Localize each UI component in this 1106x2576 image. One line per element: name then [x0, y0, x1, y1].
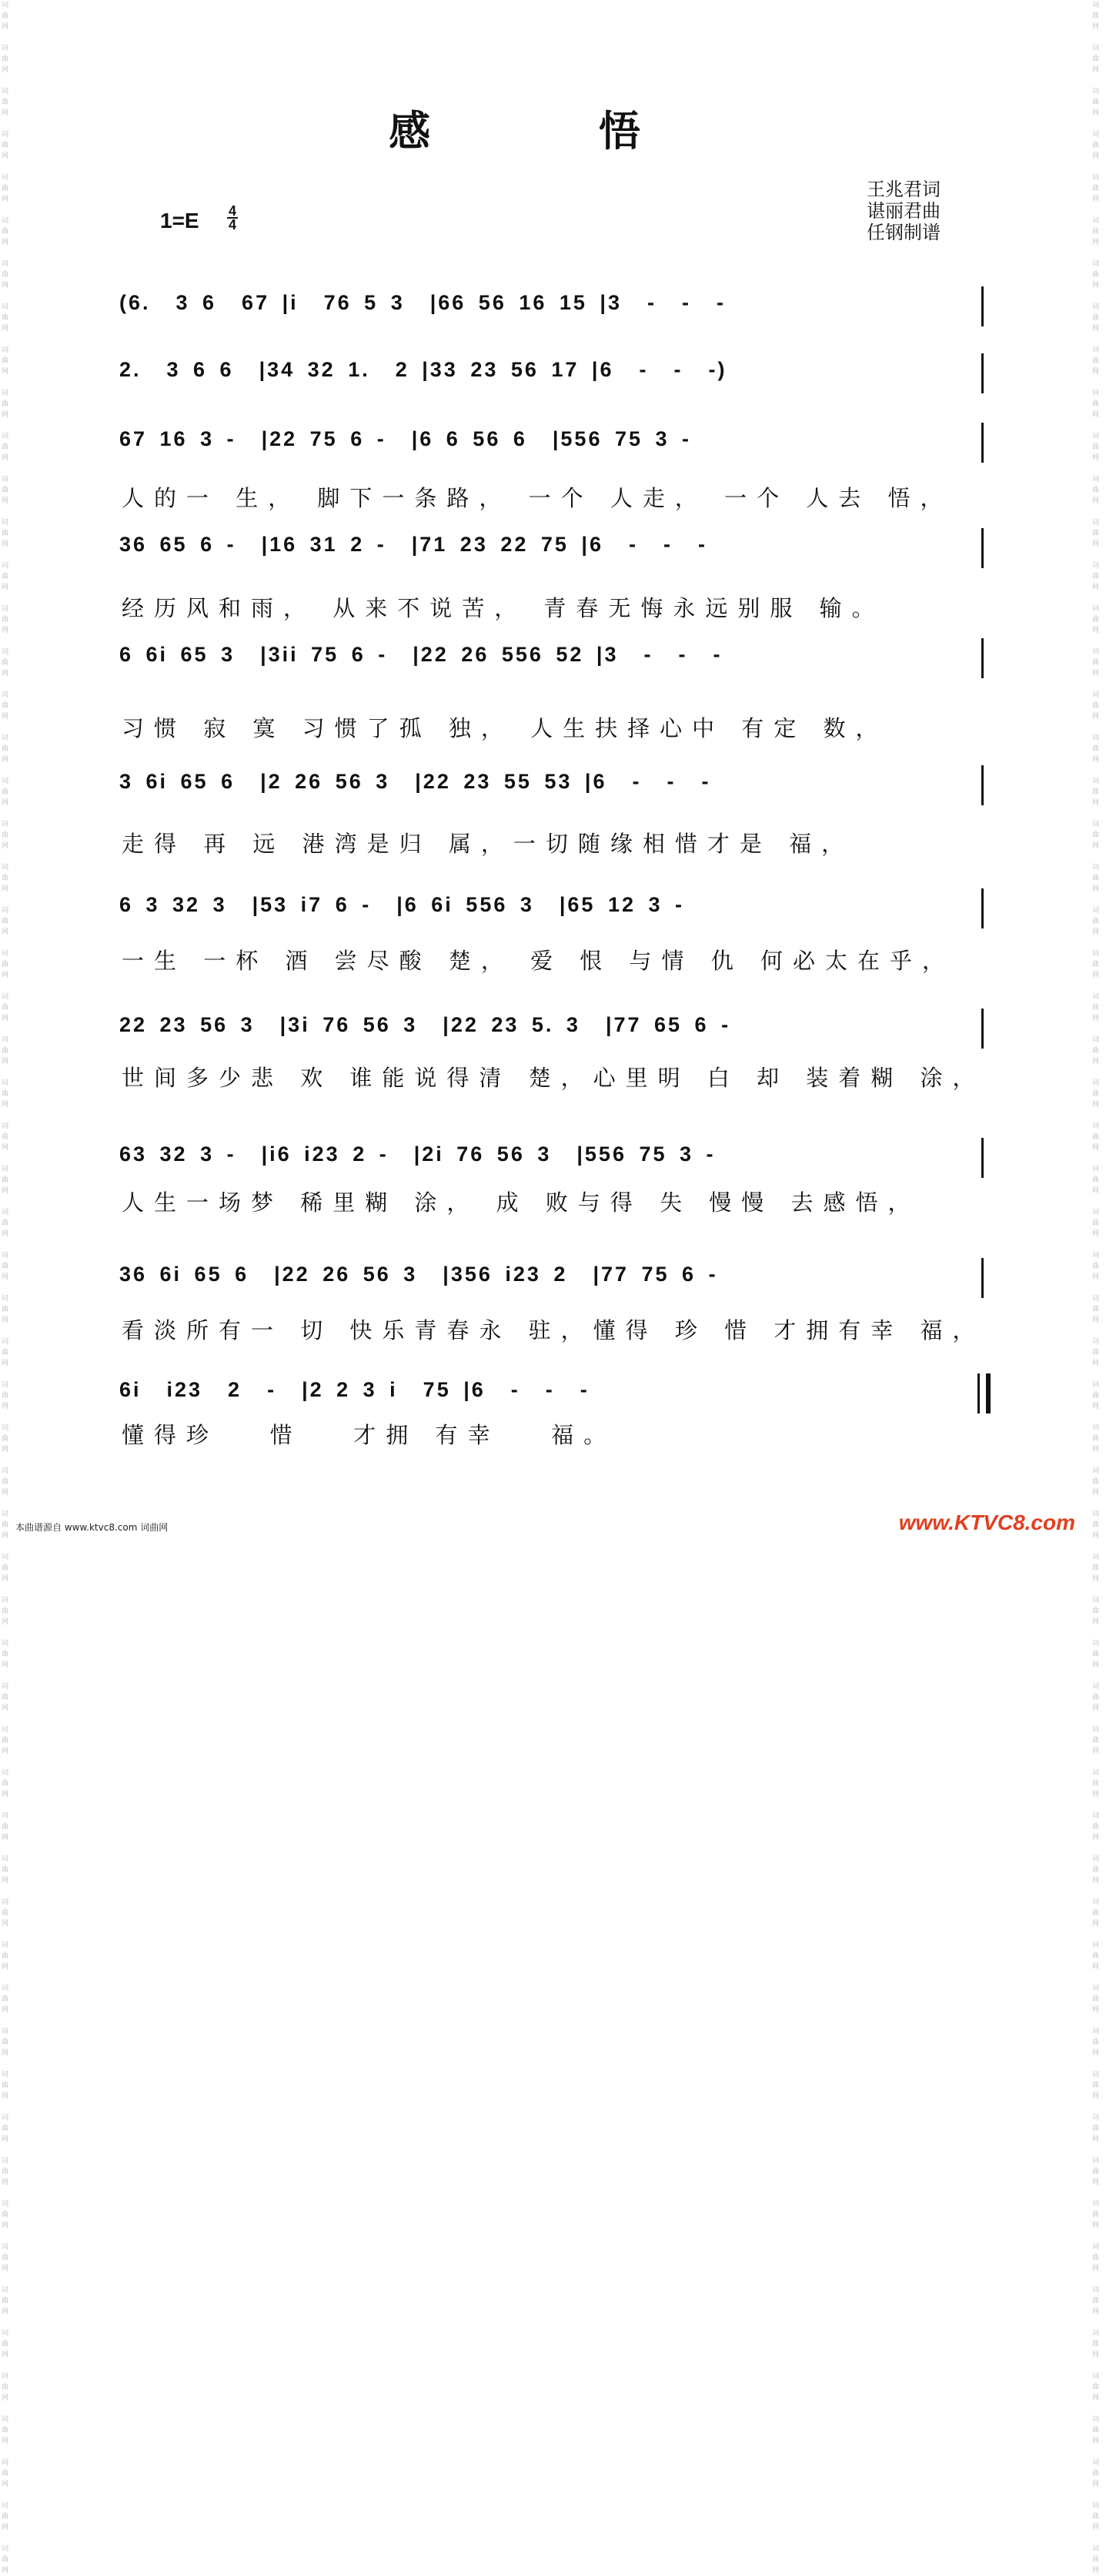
lyric-line: 人生一场梦 稀里糊 涂， 成 败与得 失 慢慢 去感悟， [122, 1189, 921, 1216]
notation-line: 36 65 6 - |16 31 2 - |71 23 22 75 |6 - - - [119, 533, 989, 579]
notation-line: 6 6i 65 3 |3ii 75 6 - |22 26 556 52 |3 - - - [119, 643, 989, 689]
right-watermark: 词 曲 网 词 曲 网 词 曲 网 词 曲 网 词 曲 网 词 曲 网 词 曲 网 词 曲 网 词 曲 网 词 曲 网 词 曲 网 词 曲 网 词 曲 网 词 曲 网 词 曲 网 词 曲 网 词 曲 网 词 曲 网 词 曲 网 词 曲 网 词 曲 网 词 曲 网 词 曲 网 词 曲 网 词 曲 网 词 曲 网 词 曲 网 词 曲 网 词 曲 网 词 曲 网 词 曲 网 词 曲 网 词 曲 网 词 曲 网 词 曲 网 词 曲 网 词 曲 网 词 曲 网 词 曲 网 词 曲 网 词 曲 网 词 曲 网 词 曲 网 词 曲 网 词 曲 网 词 曲 网 词 曲 网 词 曲 网 词 曲 网 词 曲 网 词 曲 网 词 曲 网 词 曲 网 词 曲 网 词 曲 网 词 曲 网 词 曲 网 词 曲 网 词 曲 网 词 曲 网 [1092, 2, 1100, 2574]
barline [981, 1258, 984, 1298]
notation-line: 3 6i 65 6 |2 26 56 3 |22 23 55 53 |6 - - - [119, 770, 989, 816]
key-signature: 1=E [160, 209, 199, 233]
notation-line: 36 6i 65 6 |22 26 56 3 |356 i23 2 |77 75 6 - [119, 1263, 989, 1309]
barline [981, 1009, 984, 1049]
lyric-line: 看淡所有一 切 快乐青春永 驻，懂得 珍 惜 才拥有幸 福， [122, 1317, 985, 1343]
notation-line: 67 16 3 - |22 75 6 - |6 6 56 6 |556 75 3 - [119, 427, 989, 473]
arranger-credit: 任钢制谱 [867, 222, 941, 243]
lyricist-credit: 王兆君词 [867, 179, 941, 200]
barline [981, 286, 984, 326]
footer-source: 本曲谱源自 www.ktvc8.com 词曲网 [15, 1522, 169, 1533]
footer-logo: www.KTVC8.com [898, 1510, 1075, 1534]
credits [867, 179, 941, 243]
barline [981, 528, 984, 568]
barline [981, 888, 984, 928]
lyric-line: 习惯 寂 寞 习惯了孤 独， 人生扶择心中 有定 数， [122, 715, 888, 741]
barline [981, 423, 984, 463]
song-title: 感 悟 [389, 106, 717, 156]
time-signature [225, 205, 240, 231]
meter-top: 4 [228, 203, 236, 219]
composer-credit: 谌丽君曲 [867, 200, 941, 222]
lyric-line: 人的一 生， 脚下一条路， 一个 人走， 一个 人去 悟， [122, 485, 953, 511]
final-barline [977, 1373, 991, 1413]
notation-line: 6i i23 2 - |2 2 3 i 75 |6 - - - [119, 1378, 989, 1424]
lyric-line: 走得 再 远 港湾是归 属，一切随缘相惜才是 福， [122, 831, 854, 857]
left-watermark: 词 曲 网 词 曲 网 词 曲 网 词 曲 网 词 曲 网 词 曲 网 词 曲 网 词 曲 网 词 曲 网 词 曲 网 词 曲 网 词 曲 网 词 曲 网 词 曲 网 词 曲 网 词 曲 网 词 曲 网 词 曲 网 词 曲 网 词 曲 网 词 曲 网 词 曲 网 词 曲 网 词 曲 网 词 曲 网 词 曲 网 词 曲 网 词 曲 网 词 曲 网 词 曲 网 词 曲 网 词 曲 网 词 曲 网 词 曲 网 词 曲 网 词 曲 网 词 曲 网 词 曲 网 词 曲 网 词 曲 网 词 曲 网 词 曲 网 词 曲 网 词 曲 网 词 曲 网 词 曲 网 词 曲 网 词 曲 网 词 曲 网 词 曲 网 词 曲 网 词 曲 网 词 曲 网 词 曲 网 词 曲 网 词 曲 网 词 曲 网 词 曲 网 词 曲 网 词 曲 网 [2, 2, 9, 2574]
lyric-line: 世间多少悲 欢 谁能说得清 楚，心里明 白 却 装着糊 涂， [122, 1065, 985, 1091]
lyric-line: 经历风和雨， 从来不说苦， 青春无悔永远别服 输。 [122, 595, 884, 621]
notation-line: 2. 3 6 6 |34 32 1. 2 |33 23 56 17 |6 - - -) [119, 358, 989, 404]
notation-line: 6 3 32 3 |53 i7 6 - |6 6i 556 3 |65 12 3 - [119, 893, 989, 939]
barline [981, 1138, 984, 1178]
barline [981, 765, 984, 805]
lyric-line: 懂得珍 惜 才拥 有幸 福。 [122, 1422, 616, 1448]
notation-line: 63 32 3 - |i6 i23 2 - |2i 76 56 3 |556 75 3 - [119, 1142, 989, 1189]
barline [981, 638, 984, 678]
barline [981, 353, 984, 393]
notation-line: (6. 3 6 67 |i 76 5 3 |66 56 16 15 |3 - - - [119, 291, 989, 337]
meter-bottom: 4 [228, 217, 236, 233]
lyric-line: 一生 一杯 酒 尝尽酸 楚， 爱 恨 与情 仇 何必太在乎， [122, 948, 954, 974]
notation-line: 22 23 56 3 |3i 76 56 3 |22 23 5. 3 |77 65 6 - [119, 1013, 989, 1059]
